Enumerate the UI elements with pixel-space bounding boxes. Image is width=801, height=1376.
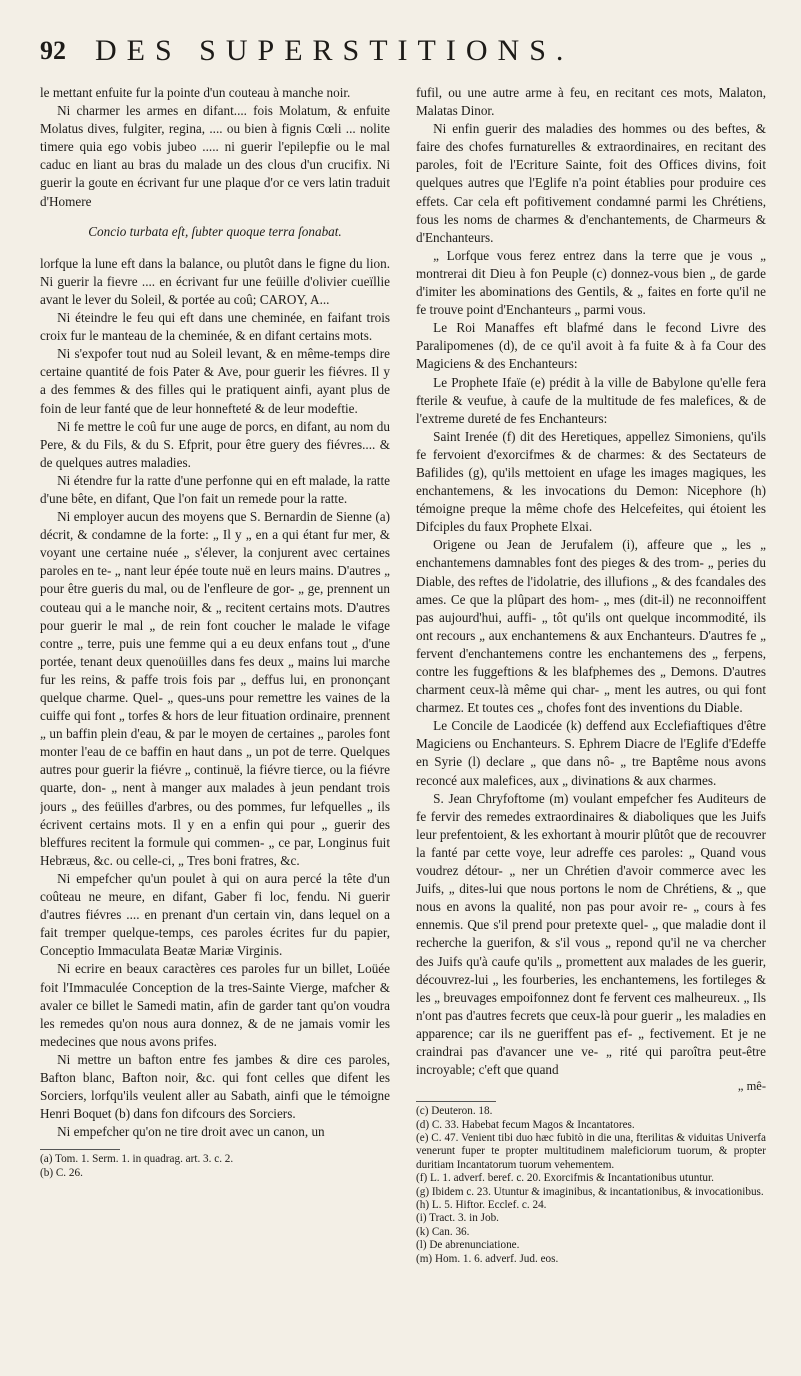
catchword: „ mê- [737,1079,766,1094]
paragraph: Ni mettre un bafton entre fes jambes & dire ces paroles, Bafton blanc, Bafton noir, &c. qui font celles que difent les Sorciers, lorfqu'ils veulent aller au Sabath, ainfi que le témoigne Henri Boquet (b) dans fon difcours des Sorciers. [40,1051,390,1122]
page-number: 92 [40,36,66,65]
paragraph: Ni s'expofer tout nud au Soleil levant, & en même-temps dire certaine quantité de fois Pater & Ave, pour guerir les fiévres. Il y a des femmes & des filles qui le pratiquent ainfi, ayant plus de foin de leur fanté que de leur honnefteté & de leur modeftie. [40,346,390,416]
paragraph: Origene ou Jean de Jerufalem (i), affeure que „ les „ enchantemens damnables font des pieges & des trom- „ peries du Diable, des reftes de l'idolatrie, des illufions „ & des fcandales des ames. Ce que la plûpart des hom- „ mes (dit-il) ne reconnoiffent pas aujourd'hui, auffi- „ tôt qu'ils ont quelque incommodité, ils ont recours „ aux enchantemens & aux Enchanteurs. D'autres fe „ fervent d'enchantemens contre les enchantemens des „ ferpens, contre les fuggeftions & les blafphemes des „ Demons. D'autres charment ceux-là même qui char- „ ment les autres, ou qui font charmez. Et toutes ces „ chofes font des inventions du Diable. [416,537,766,716]
footnote: (m) Hom. 1. 6. adverf. Jud. eos. [416,1252,559,1265]
paragraph: le mettant enfuite fur la pointe d'un couteau à manche noir. [40,85,351,100]
paragraph: Le Roi Manaffes eft blafmé dans le fecond Livre des Paralipomenes (d), de ce qu'il avoit à fa fuite & à fa Cour des Magiciens & des Enchanteurs: [416,320,766,372]
left-column [40,84,390,1354]
paragraph: S. Jean Chryfoftome (m) voulant empefcher fes Auditeurs de fe fervir des remedes extraordinaires & diaboliques que les Juifs leur prefentoient, & les exhortant à mourir plûtôt que de recouvrer la fanté par cette voye, leur adreffe ces paroles: „ Quand vous voudrez détour- „ ner un Chrétien d'avoir commerce avec les Juifs, „ dites-lui que nous portons le nom de Chrétiens, & „ que nous en avons la qualité, non pas pour avoir re- „ cours à fes ennemis. Que s'il prend pour pretexte quel- „ que maladie dont il recherche la guerifon, & s'il vous „ repond qu'il ne va chercher des Juifs qu'à caufe qu'ils „ promettent aux malades de les guerir, découvrez-lui „ les fourberies, les enchantemens, les fortileges & les „ breuvages empoifonnez dont fe fervent ces malheureux. „ Ils n'ont pas d'autres fecrets que ceux-là pour guerir „ les maladies en apparence; car ils ne gueriffent pas ef- „ fectivement. Et je ne craindrai pas d'avancer une ve- „ rité qui paroîtra peut-être incroyable; c'eft que quand [416,790,766,1078]
footnote-divider [416,1101,496,1102]
paragraph: Ni étendre fur la ratte d'une perfonne qui en eft malade, la ratte d'une bête, en difant, Que l'on fait un remede pour la ratte. [40,472,390,506]
footnote: (c) Deuteron. 18. [416,1105,493,1118]
paragraph: Ni employer aucun des moyens que S. Bernardin de Sienne (a) décrit, & condamne de la forte: „ Il y „ en a qui étant fur mer, & voyant une certaine nuée „ s'élever, la conjurent avec certaines paroles en te- „ nant leur épée toute nuë en leurs mains. D'autres „ pour être gueris du mal, ou de l'enfleure de gor- „ ge, prennent un couteau qui a le manche noir, & „ recitent certains mots. D'autres pour guerir le mal „ de rein font coucher le malade le vifage contre „ terre, puis une femme qui a eu deux enfans tout „ d'une portée, tenant deux quenoüilles dans fes deux „ mains lui marche fur les reins, & paffe trois fois par „ deffus lui, en prononçant quelque charme. Quel- „ ques-uns pour remettre les vaines de la cuiffe qui font „ torfes & hors de leur fituation ordinaire, prennent „ un baffin plein d'eau, & par le moyen de certaines „ paroles font monter l'eau de ce baffin en haut dans „ un pot de terre. Quelques autres pour guerir la fiévre „ continuë, la fiévre tierce, ou la fiévre quarte, don- „ nent à manger aux malades à jeun pendant trois jours „ des feüilles d'arbres, ou des pommes, fur lefquelles „ ils écrivent certains mots. Il y en a enfin qui pour „ guerir des bleffures recitent la formule qui commen- „ ce par, Longinus fuit Hebræus, &c. ou celle-ci, „ Tres boni fratres, &c. [40,509,390,868]
paragraph: Ni empefcher qu'un poulet à qui on aura percé la tête d'un coûteau ne meure, en difant, Gaber fi loc, fendu. Ni guerir d'autres fiévres .... en prenant d'un certain vin, dans lequel on a fait tremper quelque-temps, ces paroles écrites fur du papier, Conceptio Immaculata Beatæ Mariæ Virginis. [40,870,390,959]
paragraph: Saint Irenée (f) dit des Heretiques, appellez Simoniens, qu'ils fe fervoient d'exorcifmes & de charmes: & des Sectateurs de Bafilides (g), qu'ils mettoient en ufage les images magiques, les enchantemens, & les invocations du Demon: Nicephore (h) témoigne preque la même chofe des Helcefeites, qui étoient les Difciples du faux Prophete Elxai. [416,428,766,535]
footnote: (e) C. 47. Venient tibi duo hæc fubitò in die una, fterilitas & viduitas Univerfa venerunt fuper te propter multitudinem maleficiorum tuorum, & propter duritiam Incantatorum tuorum vehementem. [416,1131,766,1171]
footnote: (d) C. 33. Habebat fecum Magos & Incantatores. [416,1118,635,1131]
footnote: (g) Ibidem c. 23. Utuntur & imaginibus, & incantationibus, & invocationibus. [416,1185,764,1198]
running-title: DES SUPERSTITIONS. [95,34,574,67]
footnote: (i) Tract. 3. in Job. [416,1212,499,1225]
paragraph: Ni charmer les armes en difant.... fois Molatum, & enfuite Molatus dives, fulgiter, regina, .... ou bien à fignis Cœli ... nolite timere quia ego vobis jubeo ..... ni guerir l'epilepfie ou le mal caduc en liant au bras du malade un des clous d'un crucifix. Ni guerir la goute en écrivant fur une plaque d'or ce vers latin traduit d'Homere [40,103,390,209]
paragraph: lorfque la lune eft dans la balance, ou plutôt dans le figne du lion. Ni guerir la fievre .... en écrivant fur une feüille d'olivier cueïllie avant le lever du Soleil, & portée au coû; CAROY, A... [40,255,390,307]
paragraph: Le Concile de Laodicée (k) deffend aux Ecclefiaftiques d'être Magiciens ou Enchanteurs. S. Ephrem Diacre de l'Eglife d'Edeffe en Syrie (l) declare „ que dans nô- „ tre Baptême nous avons reconcé aux malefices, aux „ divinations & aux charmes. [416,718,766,788]
paragraph: Ni empefcher qu'on ne tire droit avec un canon, un [57,1124,325,1140]
footnote-divider [40,1149,120,1150]
paragraph: Ni enfin guerir des maladies des hommes ou des beftes, & faire des chofes furnaturelles & extraordinaires, en recitant des paroles, foit de l'Ecriture Sainte, foit des Offices divins, foit quelques autres que l'Eglife n'a point établies pour produire ces effets. Car cela eft pofitivement condamné parmi les Chrétiens, fous les noms de charmes & d'enchantements, de Charmeurs & d'Enchanteurs. [416,121,766,245]
footnote: (l) De abrenunciatione. [416,1239,520,1252]
footnote: (a) Tom. 1. Serm. 1. in quadrag. art. 3. c. 2. [40,1153,234,1166]
paragraph: fufil, ou une autre arme à feu, en recitant ces mots, Malaton, Malatas Dinor. [416,85,766,119]
footnote: (k) Can. 36. [416,1225,470,1238]
footnote: (h) L. 5. Hiftor. Ecclef. c. 24. [416,1199,547,1211]
paragraph: „ Lorfque vous ferez entrez dans la terre que je vous „ montrerai dit Dieu à fon Peuple (c) donnez-vous bien „ de garde d'imiter les abominations des Gentils, & „ faites en forte qu'il ne fe trouve point d'Enchanteurs „ parmi vous. [416,247,766,318]
footnote: (b) C. 26. [40,1166,83,1179]
paragraph: Ni fe mettre le coû fur une auge de porcs, en difant, au nom du Pere, & du Fils, & du S. Efprit, pour être guery des fiévres.... & de quelques autres maladies. [40,418,390,470]
latin-quote: Concio turbata eſt, ſubter quoque terra ſonabat. [88,223,342,239]
paragraph: Le Prophete Ifaïe (e) prédit à la ville de Babylone qu'elle fera fterile & veufue, à caufe de la multitude de fes malefices, & de l'extreme dureté de fes Enchanteurs: [416,374,766,426]
paragraph: Ni éteindre le feu qui eft dans une cheminée, en faifant trois croix fur le manteau de la cheminée, & en difant certains mots. [40,310,390,344]
right-column [416,84,766,1354]
page-header [40,36,770,72]
footnote: (f) L. 1. adverf. beref. c. 20. Exorcifmis & Incantationibus utuntur. [416,1172,714,1185]
paragraph: Ni ecrire en beaux caractères ces paroles fur un billet, Loüée foit l'Immaculée Conception de la tres-Sainte Vierge, mafcher & avaler ce billet le Samedi matin, afin de garder tant qu'on voudra les remedes qu'on nous aura donnez, & de ne jamais vomir les medecines que nous avons prifes. [40,961,390,1049]
